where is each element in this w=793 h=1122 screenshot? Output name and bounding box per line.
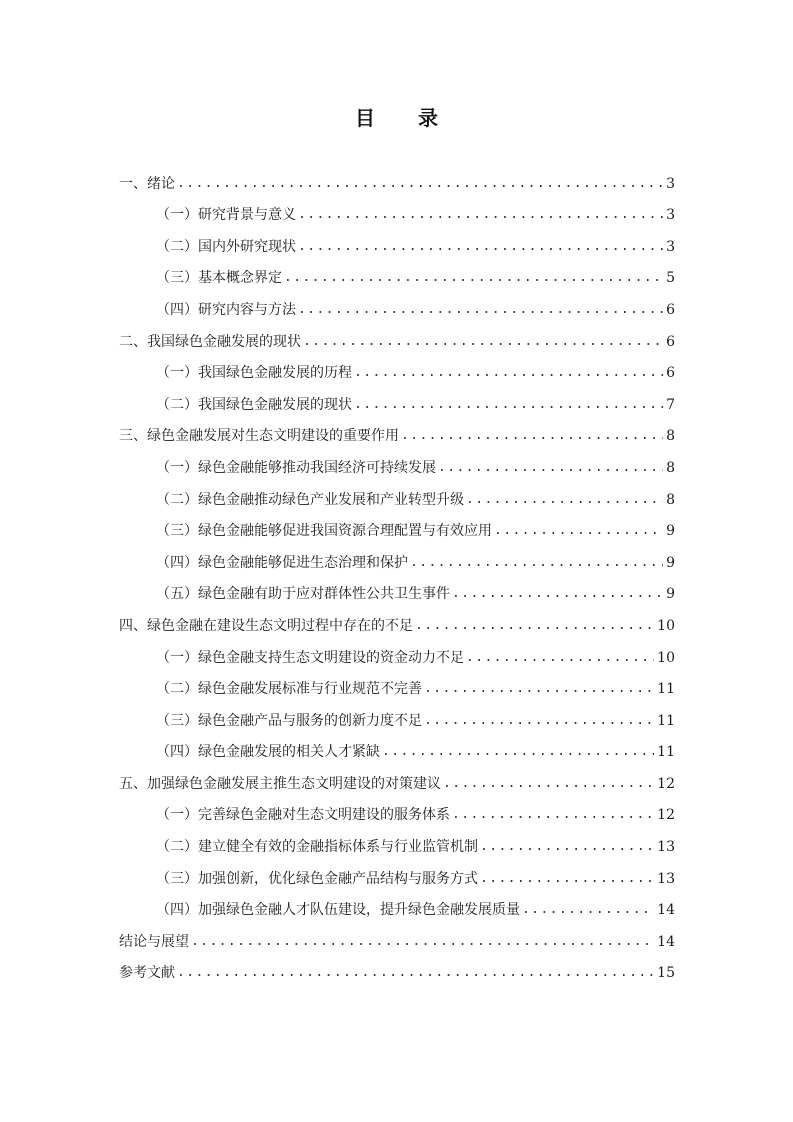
toc-dot-leader xyxy=(466,648,654,668)
toc-dot-leader xyxy=(298,237,663,257)
toc-entry[interactable] xyxy=(119,257,675,289)
toc-entry[interactable] xyxy=(119,952,675,984)
toc-dot-leader xyxy=(354,363,663,383)
toc-entry-text: 参考文献 xyxy=(119,965,175,982)
toc-entry-page: 15 xyxy=(657,965,675,982)
toc-entry[interactable] xyxy=(119,920,675,952)
toc-entry[interactable] xyxy=(119,288,675,320)
toc-entry[interactable] xyxy=(119,889,675,921)
toc-entry-text: 结论与展望 xyxy=(119,933,189,950)
toc-entry[interactable] xyxy=(119,668,675,700)
toc-entry-page: 11 xyxy=(657,712,675,729)
toc-list xyxy=(119,162,675,983)
toc-entry[interactable] xyxy=(119,320,675,352)
toc-entry-text: （二）我国绿色金融发展的现状 xyxy=(156,396,352,413)
toc-entry-page: 12 xyxy=(657,775,675,792)
toc-dot-leader xyxy=(415,616,654,636)
toc-entry[interactable] xyxy=(119,794,675,826)
toc-entry-text: （四）加强绿色金融人才队伍建设，提升绿色金融发展质量 xyxy=(156,902,520,919)
toc-entry-page: 6 xyxy=(666,301,675,318)
toc-title: 目 录 xyxy=(355,106,456,130)
toc-dot-leader xyxy=(284,268,663,288)
toc-entry-page: 11 xyxy=(657,744,675,761)
toc-dot-leader xyxy=(298,300,663,320)
toc-entry-text: 三、绿色金融发展对生态文明建设的重要作用 xyxy=(119,428,399,445)
toc-entry-page: 9 xyxy=(666,523,675,540)
toc-entry-text: （三）基本概念界定 xyxy=(156,270,282,287)
toc-dot-leader xyxy=(303,332,663,352)
toc-entry-text: 五、加强绿色金融发展主推生态文明建设的对策建议 xyxy=(119,775,441,792)
toc-entry-page: 8 xyxy=(666,459,675,476)
toc-entry-page: 8 xyxy=(666,491,675,508)
toc-entry-text: （四）研究内容与方法 xyxy=(156,301,296,318)
toc-entry[interactable] xyxy=(119,383,675,415)
toc-entry-text: （二）绿色金融推动绿色产业发展和产业转型升级 xyxy=(156,491,464,508)
toc-entry[interactable] xyxy=(119,478,675,510)
toc-entry[interactable] xyxy=(119,415,675,447)
toc-entry-text: （一）绿色金融支持生态文明建设的资金动力不足 xyxy=(156,649,464,666)
toc-entry[interactable] xyxy=(119,541,675,573)
toc-entry-page: 6 xyxy=(666,333,675,350)
toc-entry-text: （一）研究背景与意义 xyxy=(156,207,296,224)
toc-dot-leader xyxy=(480,837,654,857)
toc-entry-page: 11 xyxy=(657,681,675,698)
toc-entry-text: （三）绿色金融产品与服务的创新力度不足 xyxy=(156,712,422,729)
toc-entry-text: （三）加强创新，优化绿色金融产品结构与服务方式 xyxy=(156,870,478,887)
toc-entry-text: （一）绿色金融能够推动我国经济可持续发展 xyxy=(156,459,436,476)
toc-entry-page: 10 xyxy=(657,617,675,634)
toc-entry-text: （一）我国绿色金融发展的历程 xyxy=(156,365,352,382)
toc-dot-leader xyxy=(191,932,654,952)
toc-entry-text: 二、我国绿色金融发展的现状 xyxy=(119,333,301,350)
toc-entry[interactable] xyxy=(119,699,675,731)
toc-dot-leader xyxy=(443,774,654,794)
toc-entry-page: 14 xyxy=(657,902,675,919)
toc-entry-page: 5 xyxy=(666,270,675,287)
toc-entry[interactable] xyxy=(119,352,675,384)
toc-entry-text: 四、绿色金融在建设生态文明过程中存在的不足 xyxy=(119,617,413,634)
toc-entry-page: 8 xyxy=(666,428,675,445)
toc-entry[interactable] xyxy=(119,857,675,889)
toc-dot-leader xyxy=(298,205,663,225)
toc-dot-leader xyxy=(424,711,654,731)
toc-entry[interactable] xyxy=(119,510,675,542)
toc-entry-text: （五）绿色金融有助于应对群体性公共卫生事件 xyxy=(156,586,450,603)
toc-entry[interactable] xyxy=(119,194,675,226)
toc-dot-leader xyxy=(401,426,663,446)
toc-entry-page: 13 xyxy=(657,870,675,887)
toc-entry[interactable] xyxy=(119,762,675,794)
toc-entry[interactable] xyxy=(119,225,675,257)
toc-entry-page: 9 xyxy=(666,586,675,603)
toc-entry[interactable] xyxy=(119,731,675,763)
toc-entry[interactable] xyxy=(119,446,675,478)
toc-entry[interactable] xyxy=(119,573,675,605)
toc-entry[interactable] xyxy=(119,825,675,857)
toc-entry-text: （三）绿色金融能够促进我国资源合理配置与有效应用 xyxy=(156,523,492,540)
toc-entry-page: 10 xyxy=(657,649,675,666)
toc-entry[interactable] xyxy=(119,636,675,668)
toc-entry-page: 12 xyxy=(657,807,675,824)
toc-entry-page: 13 xyxy=(657,839,675,856)
toc-entry-page: 14 xyxy=(657,933,675,950)
toc-dot-leader xyxy=(494,521,663,541)
toc-dot-leader xyxy=(177,174,663,194)
toc-entry-page: 7 xyxy=(666,396,675,413)
toc-dot-leader xyxy=(452,805,654,825)
toc-entry-text: （四）绿色金融能够促进生态治理和保护 xyxy=(156,554,408,571)
toc-dot-leader xyxy=(177,963,654,983)
toc-entry-text: （二）国内外研究现状 xyxy=(156,238,296,255)
toc-entry[interactable] xyxy=(119,604,675,636)
toc-entry-page: 3 xyxy=(666,238,675,255)
toc-dot-leader xyxy=(424,679,654,699)
toc-dot-leader xyxy=(452,584,663,604)
toc-entry-text: （二）建立健全有效的金融指标体系与行业监管机制 xyxy=(156,839,478,856)
toc-dot-leader xyxy=(480,869,654,889)
toc-dot-leader xyxy=(382,742,654,762)
toc-entry-text: （二）绿色金融发展标准与行业规范不完善 xyxy=(156,681,422,698)
toc-entry-page: 6 xyxy=(666,365,675,382)
toc-dot-leader xyxy=(522,900,654,920)
toc-entry-page: 9 xyxy=(666,554,675,571)
toc-dot-leader xyxy=(438,458,663,478)
toc-entry-text: （四）绿色金融发展的相关人才紧缺 xyxy=(156,744,380,761)
toc-entry-page: 3 xyxy=(666,175,675,192)
toc-dot-leader xyxy=(354,395,663,415)
toc-entry-text: 一、绪论 xyxy=(119,175,175,192)
toc-entry[interactable] xyxy=(119,162,675,194)
toc-dot-leader xyxy=(466,490,663,510)
toc-entry-page: 3 xyxy=(666,207,675,224)
toc-dot-leader xyxy=(410,553,663,573)
toc-entry-text: （一）完善绿色金融对生态文明建设的服务体系 xyxy=(156,807,450,824)
